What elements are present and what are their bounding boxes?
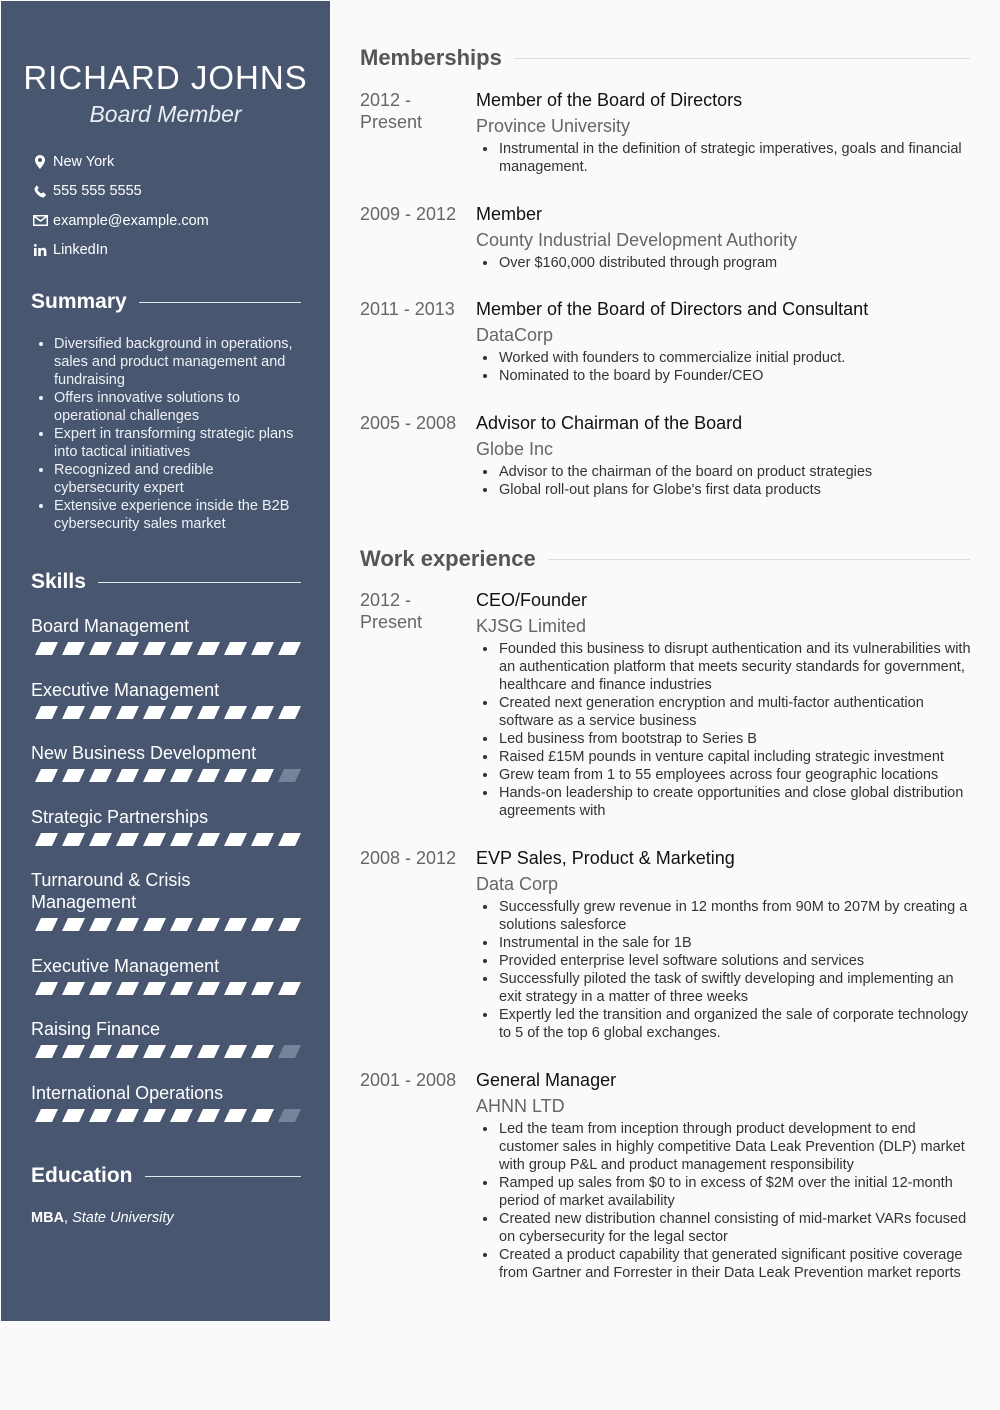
- skill-segment-filled: [35, 642, 58, 655]
- summary-item: • Offers innovative solutions to operational challenges: [54, 389, 303, 425]
- entry-bullet: • Instrumental in the definition of strategic imperatives, goals and financial management.: [498, 140, 972, 176]
- skill-segment-filled: [224, 769, 247, 782]
- entry-bullet: • Led business from bootstrap to Series B: [498, 730, 972, 748]
- skills-heading-rule: [98, 582, 301, 583]
- skill-segment-filled: [35, 706, 58, 719]
- skill-segment-filled: [251, 1109, 274, 1122]
- entry-bullet: • Worked with founders to commercialize initial product.: [498, 349, 972, 367]
- entry-bullet: • Founded this business to disrupt authentication and its vulnerabilities with an authentication platform that meets security standards for government, healthcare and finance industries: [498, 640, 972, 694]
- entry-date: [360, 203, 470, 225]
- entry-bullet: • Expertly led the transition and organized the sale of corporate technology to 5 of the top 6 global exchanges.: [498, 1006, 972, 1042]
- skill-segment-filled: [89, 769, 112, 782]
- entry-date-end: Present: [360, 112, 423, 132]
- skill-segment-filled: [170, 1109, 193, 1122]
- work-heading-rule: [548, 559, 970, 560]
- entry-bullets: [476, 140, 972, 176]
- skill-segment-filled: [224, 1109, 247, 1122]
- entry-bullets: [476, 463, 972, 499]
- skill-name: Executive Management: [31, 956, 220, 976]
- skill-segment-filled: [197, 982, 220, 995]
- skill-segment-filled: [116, 769, 139, 782]
- skill-segment-empty: [278, 769, 301, 782]
- skill-segment-filled: [224, 918, 247, 931]
- skill-item: [31, 955, 301, 977]
- skill-level-bar: [31, 918, 301, 931]
- entry-bullet: • Advisor to the chairman of the board on product strategies: [498, 463, 972, 481]
- skill-segment-filled: [89, 833, 112, 846]
- skill-segment-filled: [35, 833, 58, 846]
- skill-segment-filled: [116, 833, 139, 846]
- entry-date-start: 2009 - 2012: [360, 204, 457, 224]
- entry-date-start: 2011 - 2013: [360, 299, 455, 319]
- skill-segment-filled: [278, 706, 301, 719]
- skill-segment-filled: [89, 982, 112, 995]
- entry-date: [360, 1069, 470, 1091]
- entry-title: EVP Sales, Product & Marketing: [476, 848, 735, 868]
- skill-segment-filled: [35, 769, 58, 782]
- entry-date: [360, 298, 470, 320]
- skill-segment-filled: [143, 706, 166, 719]
- memberships-heading-text: Memberships: [360, 45, 502, 70]
- education-heading-text: Education: [31, 1164, 133, 1187]
- skill-level-bar: [31, 769, 301, 782]
- contact-linkedin[interactable]: [31, 236, 311, 266]
- skill-segment-empty: [278, 1109, 301, 1122]
- skill-name: Executive Management: [31, 680, 220, 700]
- entry-title: General Manager: [476, 1070, 617, 1090]
- work-heading: [360, 546, 970, 572]
- entry-organization: County Industrial Development Authority: [476, 230, 798, 250]
- entry-bullets: [476, 1120, 972, 1282]
- skill-segment-filled: [197, 642, 220, 655]
- skill-level-bar: [31, 833, 301, 846]
- skill-segment-filled: [116, 706, 139, 719]
- entry-bullet: • Ramped up sales from $0 to in excess of $2M over the initial 12-month period of market availability: [498, 1174, 972, 1210]
- skill-segment-filled: [35, 982, 58, 995]
- skill-segment-filled: [116, 1045, 139, 1058]
- entry-date: [360, 589, 470, 633]
- summary-list: [31, 335, 303, 533]
- skill-segment-filled: [170, 769, 193, 782]
- linkedin-icon: [31, 244, 49, 256]
- skill-segment-filled: [251, 918, 274, 931]
- entry-organization: Data Corp: [476, 874, 559, 894]
- skill-segment-filled: [224, 982, 247, 995]
- skill-segment-filled: [251, 1045, 274, 1058]
- candidate-name: RICHARD JOHNS: [23, 59, 308, 96]
- skill-segment-filled: [251, 982, 274, 995]
- skill-name: International Operations: [31, 1083, 224, 1103]
- skill-segment-filled: [143, 642, 166, 655]
- entry-body: [476, 298, 972, 385]
- entry-date: [360, 847, 470, 869]
- skill-segment-filled: [170, 642, 193, 655]
- entry-bullet: • Hands-on leadership to create opportunities and close global distribution agreements with: [498, 784, 972, 820]
- skill-name: Raising Finance: [31, 1019, 161, 1039]
- map-pin-icon: [31, 155, 49, 169]
- skill-segment-filled: [89, 642, 112, 655]
- skill-segment-filled: [197, 1109, 220, 1122]
- skill-level-bar: [31, 1109, 301, 1122]
- skill-segment-filled: [251, 642, 274, 655]
- memberships-heading: [360, 45, 970, 71]
- skill-level-bar: [31, 982, 301, 995]
- skill-segment-filled: [116, 642, 139, 655]
- contact-location: [31, 147, 311, 177]
- skill-segment-filled: [224, 642, 247, 655]
- work-heading-text: Work experience: [360, 546, 536, 571]
- skill-segment-filled: [170, 706, 193, 719]
- skill-segment-filled: [35, 1109, 58, 1122]
- entry-date-start: 2008 - 2012: [360, 848, 457, 868]
- skill-segment-filled: [278, 918, 301, 931]
- skill-segment-filled: [251, 706, 274, 719]
- skill-segment-filled: [197, 833, 220, 846]
- entry-bullet: • Created a product capability that generated significant positive coverage from Gartner and Forrester in their Data Leak Prevention market reports: [498, 1246, 972, 1282]
- entry-bullet: • Successfully grew revenue in 12 months from 90M to 207M by creating a solutions salesforce: [498, 898, 972, 934]
- entry-bullet: • Raised £15M pounds in venture capital including strategic investment: [498, 748, 972, 766]
- skill-segment-filled: [35, 1045, 58, 1058]
- summary-heading: [31, 290, 301, 314]
- entry-body: [476, 203, 972, 272]
- entry-title: Advisor to Chairman of the Board: [476, 413, 743, 433]
- skill-segment-filled: [224, 833, 247, 846]
- entry-date-start: 2012 -: [360, 90, 412, 110]
- entry-body: [476, 847, 972, 1042]
- summary-heading-rule: [139, 302, 301, 303]
- entry-bullets: [476, 898, 972, 1042]
- skill-segment-filled: [143, 982, 166, 995]
- skill-level-bar: [31, 706, 301, 719]
- skill-segment-filled: [62, 1109, 85, 1122]
- skill-level-bar: [31, 1045, 301, 1058]
- entry-date: [360, 412, 470, 434]
- skill-segment-filled: [143, 1109, 166, 1122]
- entry-date: [360, 89, 470, 133]
- skill-item: [31, 679, 301, 701]
- skill-segment-filled: [197, 918, 220, 931]
- skills-heading-text: Skills: [31, 570, 86, 593]
- skill-segment-filled: [224, 1045, 247, 1058]
- skill-item: [31, 1082, 301, 1104]
- skill-item: [31, 869, 301, 913]
- education-degree: MBA: [31, 1210, 65, 1226]
- entry-organization: DataCorp: [476, 325, 554, 345]
- summary-item: • Recognized and credible cybersecurity expert: [54, 461, 303, 497]
- skill-segment-filled: [143, 918, 166, 931]
- summary-item: • Extensive experience inside the B2B cybersecurity sales market: [54, 497, 303, 533]
- skill-segment-filled: [62, 769, 85, 782]
- skill-segment-filled: [116, 1109, 139, 1122]
- entry-body: [476, 412, 972, 499]
- entry-body: [476, 1069, 972, 1282]
- education-separator: ,: [64, 1210, 73, 1226]
- summary-heading-text: Summary: [31, 290, 127, 313]
- skill-segment-filled: [278, 833, 301, 846]
- skill-segment-filled: [278, 642, 301, 655]
- entry-date-start: 2005 - 2008: [360, 413, 457, 433]
- skill-segment-filled: [278, 982, 301, 995]
- skill-name: Board Management: [31, 616, 190, 636]
- skill-segment-filled: [62, 982, 85, 995]
- entry-title: Member of the Board of Directors: [476, 90, 743, 110]
- entry-organization: Globe Inc: [476, 439, 554, 459]
- skill-segment-empty: [278, 1045, 301, 1058]
- entry-title: Member of the Board of Directors and Consultant: [476, 299, 869, 319]
- entry-bullets: [476, 349, 972, 385]
- envelope-icon: [31, 215, 49, 226]
- sidebar: [1, 1, 330, 1321]
- skills-heading: [31, 570, 301, 594]
- skill-item: [31, 806, 301, 828]
- skill-name: Turnaround & Crisis Management: [31, 870, 191, 912]
- skill-segment-filled: [224, 706, 247, 719]
- entry-date-end: Present: [360, 612, 423, 632]
- skill-segment-filled: [116, 982, 139, 995]
- entry-bullet: • Grew team from 1 to 55 employees across four geographic locations: [498, 766, 972, 784]
- skill-segment-filled: [89, 706, 112, 719]
- skill-name: Strategic Partnerships: [31, 807, 209, 827]
- skill-segment-filled: [143, 769, 166, 782]
- entry-bullet: • Successfully piloted the task of swiftly developing and implementing an exit strategy in a matter of three weeks: [498, 970, 972, 1006]
- skill-segment-filled: [62, 1045, 85, 1058]
- entry-bullet: • Led the team from inception through product development to end customer sales in highly competitive Data Leak Prevention (DLP) market with group P&L and product management responsibility: [498, 1120, 972, 1174]
- skill-segment-filled: [251, 769, 274, 782]
- location-text: New York: [53, 153, 115, 170]
- entry-bullet: • Created new distribution channel consisting of mid-market VARs focused on cybersecurity for the legal sector: [498, 1210, 972, 1246]
- education-school: State University: [72, 1210, 174, 1226]
- skill-segment-filled: [62, 706, 85, 719]
- entry-bullet: • Created next generation encryption and multi-factor authentication software as a service business: [498, 694, 972, 730]
- skill-item: [31, 1018, 301, 1040]
- entry-title: Member: [476, 204, 543, 224]
- skill-segment-filled: [89, 1109, 112, 1122]
- candidate-headline: Board Member: [89, 101, 242, 127]
- entry-bullet: • Nominated to the board by Founder/CEO: [498, 367, 972, 385]
- entry-organization: AHNN LTD: [476, 1096, 565, 1116]
- phone-text: 555 555 5555: [53, 183, 142, 200]
- skill-level-bar: [31, 642, 301, 655]
- skill-segment-filled: [170, 833, 193, 846]
- entry-date-start: 2001 - 2008: [360, 1070, 457, 1090]
- skill-segment-filled: [116, 918, 139, 931]
- education-heading: [31, 1164, 301, 1188]
- skill-item: [31, 615, 301, 637]
- skill-name: New Business Development: [31, 743, 257, 763]
- skill-segment-filled: [89, 1045, 112, 1058]
- entry-bullet: • Over $160,000 distributed through program: [498, 254, 972, 272]
- skill-segment-filled: [197, 706, 220, 719]
- summary-item: • Expert in transforming strategic plans into tactical initiatives: [54, 425, 303, 461]
- skill-segment-filled: [170, 1045, 193, 1058]
- entry-bullets: [476, 640, 972, 820]
- entry-body: [476, 589, 972, 820]
- entry-bullets: [476, 254, 972, 272]
- entry-title: CEO/Founder: [476, 590, 588, 610]
- skill-segment-filled: [35, 918, 58, 931]
- entry-organization: Province University: [476, 116, 631, 136]
- linkedin-link[interactable]: LinkedIn: [53, 242, 108, 259]
- skill-segment-filled: [62, 642, 85, 655]
- skill-segment-filled: [170, 982, 193, 995]
- skill-segment-filled: [62, 918, 85, 931]
- skill-segment-filled: [197, 769, 220, 782]
- memberships-heading-rule: [514, 58, 970, 59]
- entry-date-start: 2012 -: [360, 590, 412, 610]
- skill-segment-filled: [197, 1045, 220, 1058]
- contact-phone: [31, 177, 311, 207]
- entry-bullet: • Global roll-out plans for Globe's first data products: [498, 481, 972, 499]
- skill-segment-filled: [170, 918, 193, 931]
- entry-body: [476, 89, 972, 176]
- skill-segment-filled: [251, 833, 274, 846]
- education-heading-rule: [145, 1176, 301, 1177]
- skill-item: [31, 742, 301, 764]
- skill-segment-filled: [143, 833, 166, 846]
- summary-item: • Diversified background in operations, sales and product management and fundraising: [54, 335, 303, 389]
- contact-email[interactable]: [31, 206, 311, 236]
- entry-bullet: • Provided enterprise level software solutions and services: [498, 952, 972, 970]
- email-link[interactable]: example@example.com: [53, 212, 209, 229]
- entry-bullet: • Instrumental in the sale for 1B: [498, 934, 972, 952]
- phone-icon: [31, 185, 49, 198]
- entry-organization: KJSG Limited: [476, 616, 587, 636]
- skill-segment-filled: [143, 1045, 166, 1058]
- skill-segment-filled: [62, 833, 85, 846]
- skill-segment-filled: [89, 918, 112, 931]
- contact-list: [31, 147, 311, 265]
- education-item: [31, 1210, 174, 1226]
